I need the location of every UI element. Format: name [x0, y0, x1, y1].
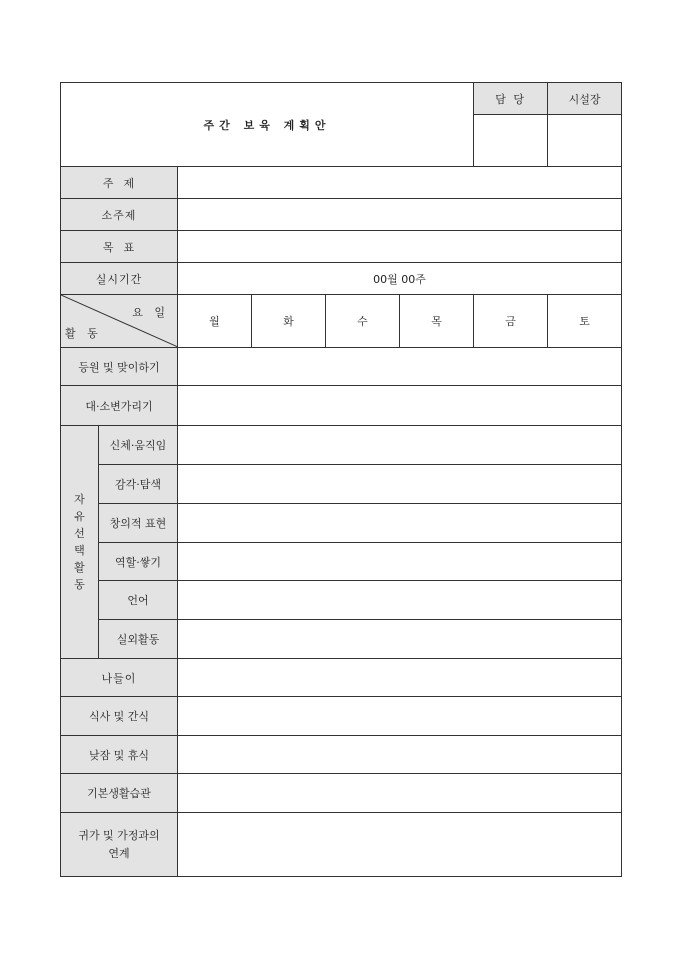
day-header-fri: 금 — [474, 295, 548, 348]
activity-outdoor-cell[interactable] — [178, 620, 622, 659]
free-choice-char: 택 — [74, 544, 85, 557]
activity-physical-cell[interactable] — [178, 426, 622, 465]
meal-label: 식사 및 간식 — [61, 697, 178, 736]
toilet-cell[interactable] — [178, 386, 622, 426]
weekly-plan-sheet — [60, 82, 622, 877]
day-header-tue: 화 — [252, 295, 326, 348]
meal-cell[interactable] — [178, 697, 622, 736]
home-link-line2: 연계 — [108, 846, 130, 860]
activity-outdoor-label: 실외활동 — [99, 620, 178, 659]
activity-sensory-cell[interactable] — [178, 465, 622, 504]
outing-label: 나들이 — [61, 659, 178, 697]
arrival-label: 등원 및 맞이하기 — [61, 348, 178, 386]
toilet-label: 대·소변가리기 — [61, 386, 178, 426]
director-label: 시설장 — [548, 83, 622, 115]
day-header-thu: 목 — [400, 295, 474, 348]
free-choice-char: 자 — [74, 493, 85, 506]
theme-cell[interactable] — [178, 167, 622, 199]
theme-label: 주 제 — [61, 167, 178, 199]
day-activity-corner — [61, 295, 178, 348]
director-signature-box[interactable] — [548, 115, 622, 167]
document-title: 주간 보육 계획안 — [61, 83, 474, 167]
home-link-line1: 귀가 및 가정과의 — [78, 828, 160, 842]
goal-cell[interactable] — [178, 231, 622, 263]
activity-roleplay-label: 역할·쌓기 — [99, 543, 178, 581]
activity-creative-label: 창의적 표현 — [99, 504, 178, 543]
free-choice-char: 선 — [74, 527, 85, 540]
day-header-mon: 월 — [178, 295, 252, 348]
activity-sensory-label: 감각·탐색 — [99, 465, 178, 504]
day-header-sat: 토 — [548, 295, 622, 348]
day-header-wed: 수 — [326, 295, 400, 348]
period-value[interactable]: 00월 00주 — [178, 263, 622, 295]
weekly-plan-table — [60, 82, 622, 877]
home-link-label — [61, 813, 178, 877]
activity-creative-cell[interactable] — [178, 504, 622, 543]
free-choice-label — [61, 426, 99, 659]
habits-label: 기본생활습관 — [61, 774, 178, 813]
nap-label: 낮잠 및 휴식 — [61, 736, 178, 774]
home-link-cell[interactable] — [178, 813, 622, 877]
corner-day-label: 요 일 — [132, 306, 169, 319]
period-label: 실시기간 — [61, 263, 178, 295]
free-choice-char: 동 — [74, 578, 85, 591]
activity-language-label: 언어 — [99, 581, 178, 620]
subtheme-label: 소주제 — [61, 199, 178, 231]
activity-physical-label: 신체·움직임 — [99, 426, 178, 465]
activity-roleplay-cell[interactable] — [178, 543, 622, 581]
free-choice-char: 유 — [74, 510, 85, 523]
nap-cell[interactable] — [178, 736, 622, 774]
goal-label: 목 표 — [61, 231, 178, 263]
manager-label: 담 당 — [474, 83, 548, 115]
corner-activity-label: 활 동 — [65, 327, 102, 340]
manager-signature-box[interactable] — [474, 115, 548, 167]
free-choice-char: 활 — [74, 561, 85, 574]
activity-language-cell[interactable] — [178, 581, 622, 620]
subtheme-cell[interactable] — [178, 199, 622, 231]
outing-cell[interactable] — [178, 659, 622, 697]
habits-cell[interactable] — [178, 774, 622, 813]
arrival-cell[interactable] — [178, 348, 622, 386]
